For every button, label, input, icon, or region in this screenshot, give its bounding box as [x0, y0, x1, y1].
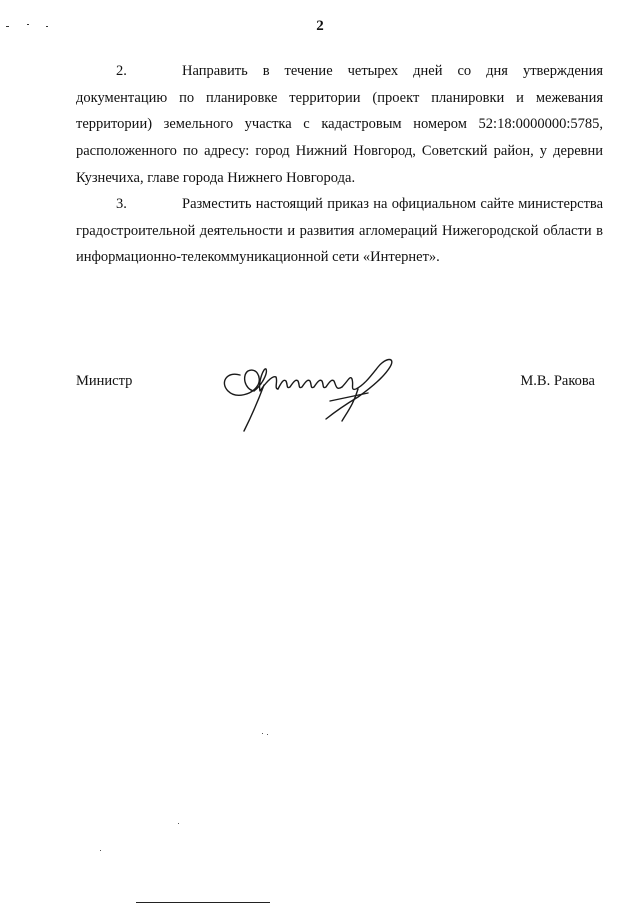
scan-mark [46, 26, 48, 27]
paragraph-text: Разместить настоящий приказ на официальном сайте министерства градостроительной деятельности и развития агломераций Нижегородской области в информационно-телекоммуникационной сети «Интернет». [76, 196, 603, 266]
paragraph-3 [76, 191, 603, 271]
scan-mark [6, 26, 9, 27]
signatory-position: Министр [76, 373, 133, 389]
scan-speck [262, 733, 263, 734]
paragraph-number: 3. [116, 196, 127, 212]
scan-speck [100, 850, 101, 851]
scan-speck [178, 823, 179, 824]
paragraph-text: Направить в течение четырех дней со дня утверждения документацию по планировке территории (проект планировки и межевания территории) земельного участка с кадастровым номером 52:18:0000000:5785, расположенного по адресу: город Нижний Новгород, Советский район, у деревни Кузнечиха, главе города Нижнего Новгорода. [76, 63, 603, 186]
scan-speck [267, 734, 268, 735]
footer-rule [136, 902, 270, 903]
paragraph-number: 2. [116, 63, 127, 79]
page-number: 2 [316, 18, 324, 34]
handwritten-signature [218, 345, 408, 440]
scan-mark [27, 24, 29, 25]
signatory-name: М.В. Ракова [520, 373, 595, 389]
paragraph-2 [76, 58, 603, 192]
